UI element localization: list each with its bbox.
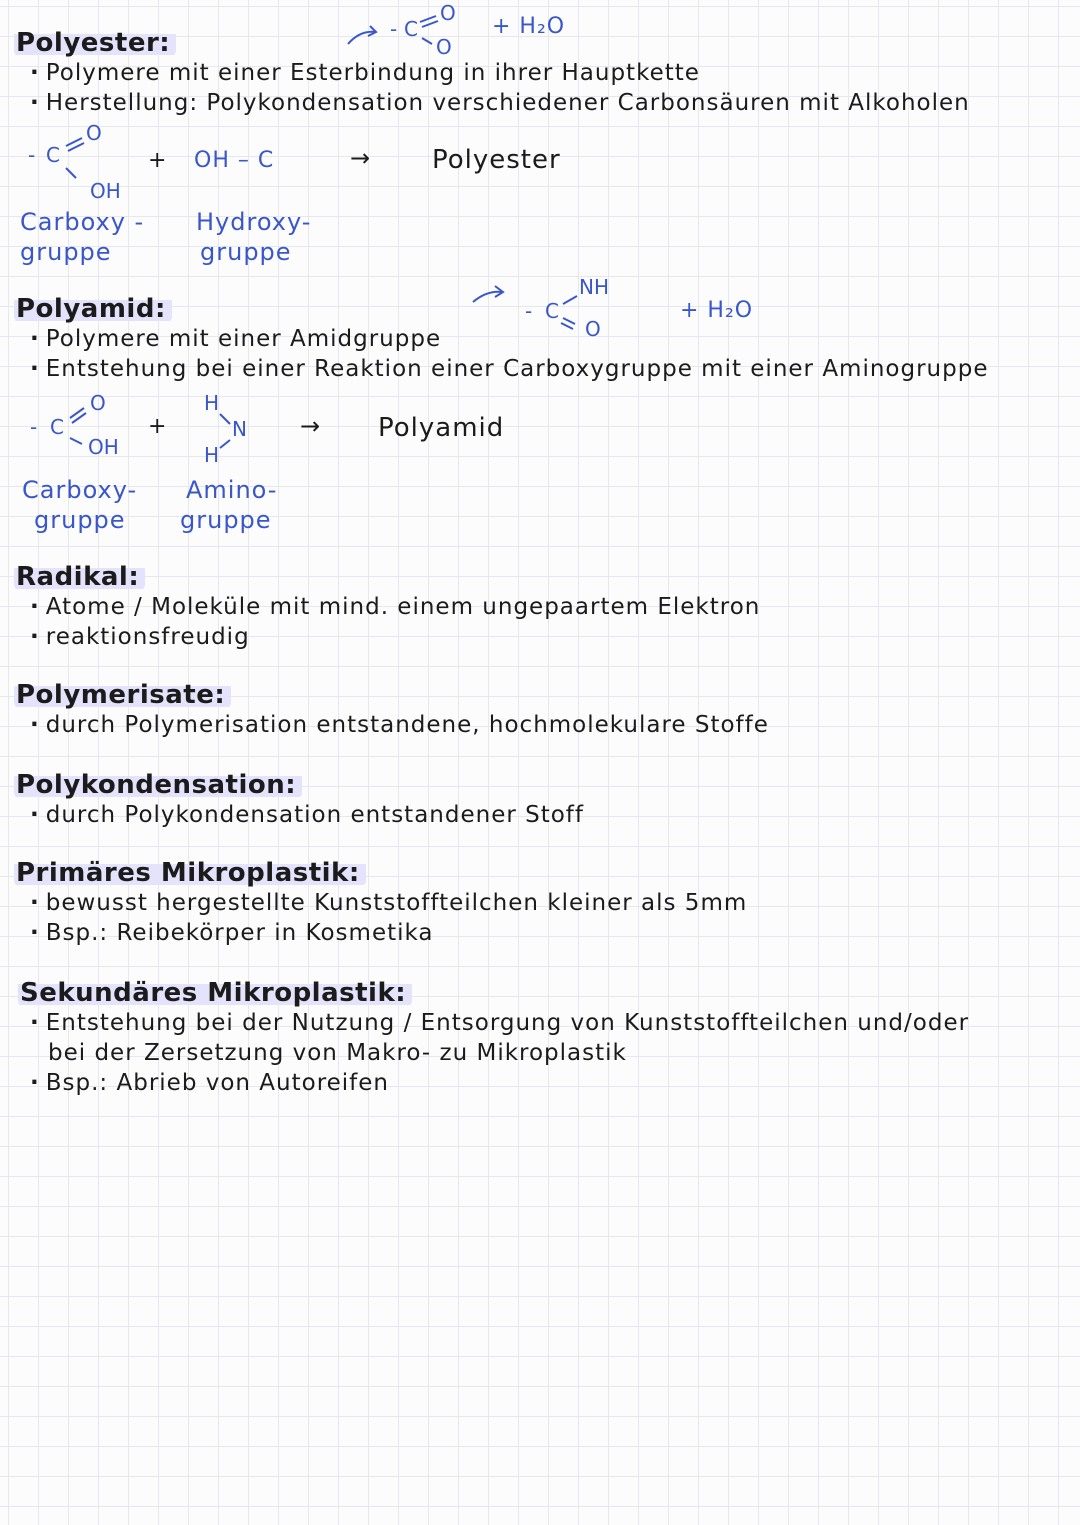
polyamid-bullet-1: · Polymere mit einer Amidgruppe (30, 326, 441, 352)
polyester-heading: Polyester: (14, 28, 176, 58)
polyamid-product: Polyamid (378, 413, 505, 443)
amide-c: C (545, 299, 559, 323)
radikal-bullet-2: · reaktionsfreudig (30, 624, 250, 650)
carboxy-minus: - (28, 143, 36, 167)
carboxy2-minus: - (30, 415, 38, 439)
carboxy-label-1-line-2: gruppe (20, 238, 112, 266)
sekundaeres-mikroplastik-heading: Sekundäres Mikroplastik: (18, 978, 412, 1008)
amide-o: O (585, 317, 601, 341)
amino-label-line-2: gruppe (180, 506, 272, 534)
amino-h-top: H (204, 391, 220, 415)
carboxy2-c: C (50, 415, 64, 439)
polymerisate-bullet-1: · durch Polymerisation entstandene, hochmolekulare Stoffe (30, 712, 769, 738)
polyamid-arrow: → (300, 412, 321, 440)
ester-double-bond-2 (422, 21, 438, 27)
polykondensation-heading: Polykondensation: (14, 770, 302, 800)
polyester-water: + H₂O (492, 14, 566, 39)
amide-double-bond-2 (561, 323, 573, 329)
amide-arrow-curve (473, 292, 503, 302)
carboxy2-o: O (90, 391, 106, 415)
amino-label-line-1: Amino- (186, 476, 278, 504)
sekundaeres-bullet-1-continued: bei der Zersetzung von Makro- zu Mikroplastik (48, 1040, 627, 1066)
amino-formula (196, 386, 276, 466)
carboxy-oh: OH (90, 179, 121, 203)
sekundaeres-bullet-1: · Entstehung bei der Nutzung / Entsorgung von Kunststoffteilchen und/oder (30, 1010, 969, 1036)
polyamid-bullet-2: · Entstehung bei einer Reaktion einer Carboxygruppe mit einer Aminogruppe (30, 356, 988, 382)
radikal-heading: Radikal: (14, 562, 145, 592)
carboxy-label-2-line-2: gruppe (34, 506, 126, 534)
carboxy-formula-2 (30, 386, 140, 466)
carboxy-formula-1 (28, 118, 138, 208)
ester-minus: - (390, 17, 398, 41)
polykondensation-bullet-1: · durch Polykondensation entstandener Stoff (30, 802, 584, 828)
carboxy-o: O (86, 121, 102, 145)
ester-single-bond (422, 38, 432, 44)
polyamid-water: + H₂O (680, 298, 754, 323)
amino-bond-top (220, 414, 230, 424)
primaeres-mikroplastik-heading: Primäres Mikroplastik: (14, 858, 366, 888)
ester-double-bond-1 (420, 16, 436, 22)
amide-minus: - (525, 299, 533, 323)
carboxy-single-bond (66, 168, 76, 178)
primaeres-bullet-2: · Bsp.: Reibekörper in Kosmetika (30, 920, 434, 946)
radikal-bullet-1: · Atome / Moleküle mit mind. einem ungepaartem Elektron (30, 594, 760, 620)
polyester-plus: + (148, 148, 168, 173)
amide-bond-n (563, 296, 577, 304)
hydroxy-label-line-1: Hydroxy- (196, 208, 312, 236)
polyamid-plus: + (148, 414, 168, 439)
carboxy-c: C (46, 143, 60, 167)
polymerisate-heading: Polymerisate: (14, 680, 231, 710)
ester-group-formula (340, 0, 460, 60)
hydroxy-label-line-2: gruppe (200, 238, 292, 266)
amide-nh: NH (579, 275, 609, 299)
amide-group-formula (465, 272, 635, 342)
carboxy-label-2-line-1: Carboxy- (22, 476, 138, 504)
hydroxy-formula: OH – C (194, 148, 275, 173)
polyester-arrow: → (350, 144, 371, 172)
carboxy2-single-bond (70, 438, 82, 444)
amino-bond-bottom (220, 440, 230, 448)
ester-o-single: O (436, 35, 452, 59)
carboxy-label-1-line-1: Carboxy - (20, 208, 145, 236)
ester-c: C (404, 17, 418, 41)
carboxy2-oh: OH (88, 435, 119, 459)
polyester-bullet-1: · Polymere mit einer Esterbindung in ihrer Hauptkette (30, 60, 700, 86)
polyester-bullet-2: · Herstellung: Polykondensation verschiedener Carbonsäuren mit Alkoholen (30, 90, 970, 116)
polyamid-heading: Polyamid: (14, 294, 172, 324)
amide-double-bond-1 (563, 318, 575, 324)
ester-o-double: O (440, 1, 456, 25)
sekundaeres-bullet-2: · Bsp.: Abrieb von Autoreifen (30, 1070, 389, 1096)
amino-h-bottom: H (204, 443, 220, 467)
primaeres-bullet-1: · bewusst hergestellte Kunststoffteilchen kleiner als 5mm (30, 890, 747, 916)
amino-n: N (232, 417, 247, 441)
polyester-product: Polyester (432, 145, 561, 175)
